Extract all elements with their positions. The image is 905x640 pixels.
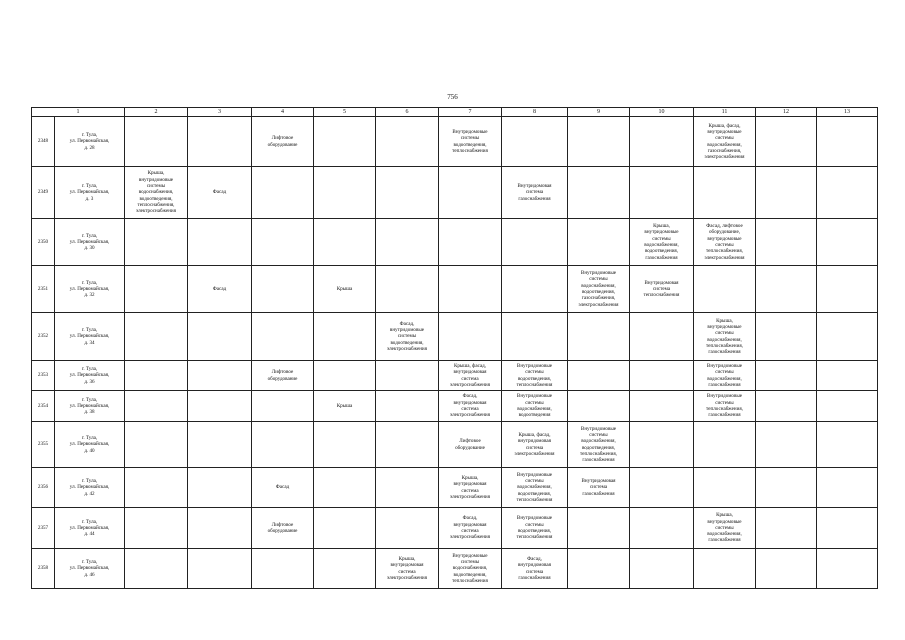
table-row <box>32 391 878 422</box>
table-cell <box>252 266 314 313</box>
table-cell <box>756 219 817 266</box>
table-cell <box>502 266 568 313</box>
table-cell <box>630 468 694 508</box>
table-cell <box>630 117 694 167</box>
table-cell <box>439 361 502 391</box>
table-cell <box>314 313 376 361</box>
row-number-cell <box>32 508 55 549</box>
row-number-cell <box>32 313 55 361</box>
address-cell <box>55 117 125 167</box>
table-cell <box>439 313 502 361</box>
table-cell <box>125 361 188 391</box>
row-number-cell <box>32 361 55 391</box>
cell-text: Внутридомовые системы водоснабжения, водоотведения <box>516 393 553 419</box>
table-cell <box>756 549 817 589</box>
table-row <box>32 549 878 589</box>
table-cell <box>188 219 252 266</box>
address-cell <box>55 549 125 589</box>
table-cell <box>694 361 756 391</box>
row-number-cell <box>32 422 55 468</box>
table-cell <box>376 313 439 361</box>
table-cell <box>439 508 502 549</box>
cell-text: Внутридомовые системы водоснабжения, газоснабжения <box>706 362 743 388</box>
table-cell <box>314 422 376 468</box>
table-row <box>32 167 878 219</box>
table-cell <box>125 167 188 219</box>
column-header: 2 <box>125 108 188 117</box>
cell-text: Крыша, внутридомовая система электроснабжения <box>449 474 491 500</box>
cell-text: 2356 <box>37 484 49 491</box>
table-cell <box>502 361 568 391</box>
table-cell <box>568 391 630 422</box>
address-cell <box>55 219 125 266</box>
table-cell <box>756 117 817 167</box>
table-cell <box>756 313 817 361</box>
cell-text: г. Тула, ул. Первомайская, д. 40 <box>69 435 110 454</box>
table-cell <box>125 422 188 468</box>
table-cell <box>817 549 878 589</box>
address-cell <box>55 266 125 313</box>
cell-text: 2348 <box>37 138 49 145</box>
table-cell <box>756 266 817 313</box>
table-cell <box>188 117 252 167</box>
cell-text: 2354 <box>37 402 49 409</box>
table-cell <box>630 508 694 549</box>
table-cell <box>630 422 694 468</box>
table-row <box>32 266 878 313</box>
row-number-cell <box>32 117 55 167</box>
table-cell <box>252 219 314 266</box>
column-header: 12 <box>756 108 817 117</box>
cell-text: Лифтовое оборудование <box>267 369 298 382</box>
column-header: 10 <box>630 108 694 117</box>
table-cell <box>756 361 817 391</box>
table-cell <box>314 167 376 219</box>
cell-text: Крыша, внутридомовые системы водоснабжения, водоотведения, газоснабжения <box>644 223 679 261</box>
table-cell <box>314 508 376 549</box>
table-row <box>32 468 878 508</box>
table-row <box>32 361 878 391</box>
cell-text: 2350 <box>37 238 49 245</box>
cell-text: Лифтовое оборудование <box>455 438 485 451</box>
table-cell <box>125 219 188 266</box>
table-cell <box>188 508 252 549</box>
address-cell <box>55 361 125 391</box>
table-cell <box>252 508 314 549</box>
cell-text: Крыша, фасад, внутридомовая система электроснабжения <box>449 362 491 388</box>
column-header: 4 <box>252 108 314 117</box>
table-cell <box>125 468 188 508</box>
address-cell <box>55 167 125 219</box>
cell-text: г. Тула, ул. Первомайская, д. 3 <box>69 183 110 202</box>
row-number-cell <box>32 266 55 313</box>
row-number-cell <box>32 219 55 266</box>
cell-text: Внутридомовые системы водоснабжения, водоотведения, теплоснабжения, газоснабжения <box>580 425 617 464</box>
table-cell <box>694 391 756 422</box>
table-cell <box>439 266 502 313</box>
table-cell <box>376 468 439 508</box>
table-cell <box>630 167 694 219</box>
table-cell <box>502 422 568 468</box>
cell-text: г. Тула, ул. Первомайская, д. 30 <box>69 232 110 252</box>
table-cell <box>568 468 630 508</box>
table-cell <box>439 468 502 508</box>
cell-text: Внутридомовая система теплоснабжения <box>643 279 680 299</box>
table-cell <box>694 422 756 468</box>
table-cell <box>694 508 756 549</box>
table-cell <box>694 117 756 167</box>
table-cell <box>568 549 630 589</box>
table-cell <box>314 117 376 167</box>
cell-text: Внутридомовые системы водоотведения, теплоснабжения <box>516 515 553 541</box>
table-cell <box>568 422 630 468</box>
table-cell <box>568 313 630 361</box>
cell-text: Крыша, внутридомовые системы водоснабжения, водоотведения, теплоснабжения, электроснабжения <box>135 170 177 215</box>
table-cell <box>502 219 568 266</box>
row-number-cell <box>32 167 55 219</box>
table-cell <box>439 391 502 422</box>
table-cell <box>756 508 817 549</box>
table-cell <box>502 117 568 167</box>
table-cell <box>630 391 694 422</box>
table-cell <box>568 117 630 167</box>
address-cell <box>55 391 125 422</box>
table-cell <box>568 167 630 219</box>
table-cell <box>756 422 817 468</box>
cell-text: Фасад <box>212 189 227 196</box>
table-cell <box>314 391 376 422</box>
repair-schedule-table <box>31 107 878 589</box>
table-cell <box>314 361 376 391</box>
cell-text: Фасад <box>212 285 227 292</box>
cell-text: Внутридомовые системы водоснабжения, водоотведения, теплоснабжения <box>452 552 488 584</box>
table-cell <box>568 219 630 266</box>
cell-text: 2352 <box>37 333 49 340</box>
cell-text: г. Тула, ул. Первомайская, д. 38 <box>69 396 110 416</box>
column-header: 5 <box>314 108 376 117</box>
table-row <box>32 508 878 549</box>
table-row <box>32 313 878 361</box>
table-cell <box>502 167 568 219</box>
column-header: 3 <box>188 108 252 117</box>
column-header: 13 <box>817 108 878 117</box>
cell-text: г. Тула, ул. Первомайская, д. 46 <box>69 559 110 578</box>
table-cell <box>817 508 878 549</box>
table-cell <box>630 313 694 361</box>
table-cell <box>376 361 439 391</box>
table-cell <box>252 549 314 589</box>
table-cell <box>376 422 439 468</box>
table-cell <box>376 549 439 589</box>
cell-text: Внутридомовая система газоснабжения <box>581 478 616 497</box>
table-cell <box>252 313 314 361</box>
table-cell <box>252 361 314 391</box>
cell-text: Крыша, внутридомовые системы водоснабжения, газоснабжения <box>707 512 742 544</box>
cell-text: Внутридомовые системы теплоснабжения, газоснабжения <box>706 393 743 419</box>
table-cell <box>314 468 376 508</box>
cell-text: 2353 <box>37 372 49 379</box>
table-cell <box>630 361 694 391</box>
table-cell <box>188 391 252 422</box>
table-cell <box>125 117 188 167</box>
table-cell <box>817 361 878 391</box>
table-cell <box>376 266 439 313</box>
address-cell <box>55 508 125 549</box>
cell-text: Крыша, внутридомовая система электроснабжения <box>386 555 428 581</box>
column-header: 6 <box>376 108 439 117</box>
cell-text: Внутридомовая система газоснабжения <box>517 183 552 202</box>
table-cell <box>252 117 314 167</box>
table-cell <box>376 167 439 219</box>
page-number: 756 <box>447 93 458 101</box>
table-cell <box>817 391 878 422</box>
column-header: 1 <box>32 108 125 117</box>
table-cell <box>502 391 568 422</box>
cell-text: Фасад, внутридомовая система газоснабжения <box>518 555 551 581</box>
table-cell <box>314 219 376 266</box>
cell-text: 2351 <box>37 285 49 292</box>
cell-text: Внутридомовые системы водоснабжения, водоотведения, теплоснабжения <box>516 471 553 503</box>
table-cell <box>502 468 568 508</box>
cell-text: Крыша, фасад, внутридомовая система электроснабжения <box>514 431 555 457</box>
row-number-cell <box>32 391 55 422</box>
table-cell <box>125 313 188 361</box>
table-cell <box>756 468 817 508</box>
table-cell <box>630 266 694 313</box>
table-cell <box>125 508 188 549</box>
table-cell <box>694 313 756 361</box>
table-cell <box>502 313 568 361</box>
table-cell <box>694 468 756 508</box>
table-cell <box>314 549 376 589</box>
table-row <box>32 219 878 266</box>
table-cell <box>817 422 878 468</box>
table-cell <box>188 313 252 361</box>
cell-text: 2355 <box>37 441 49 448</box>
cell-text: Крыша <box>336 285 353 292</box>
table-cell <box>817 117 878 167</box>
cell-text: Крыша, внутридомовые системы водоснабжения, теплоснабжения, газоснабжения <box>706 317 743 356</box>
table-cell <box>188 167 252 219</box>
cell-text: Лифтовое оборудование <box>267 135 298 148</box>
row-number-cell <box>32 468 55 508</box>
cell-text: Лифтовое оборудование <box>267 521 298 534</box>
cell-text: Внутридомовые системы водоотведения, теплоснабжения <box>452 128 488 154</box>
table-row <box>32 117 878 167</box>
column-header: 7 <box>439 108 502 117</box>
address-cell <box>55 313 125 361</box>
column-header: 9 <box>568 108 630 117</box>
cell-text: 2349 <box>37 189 49 196</box>
cell-text: г. Тула, ул. Первомайская, д. 32 <box>69 279 110 299</box>
table-cell <box>694 549 756 589</box>
cell-text: г. Тула, ул. Первомайская, д. 34 <box>69 327 110 346</box>
cell-text: Фасад, внутридомовая система электроснабжения <box>449 393 491 419</box>
cell-text: 2358 <box>37 565 49 572</box>
table-cell <box>376 117 439 167</box>
table-cell <box>314 266 376 313</box>
cell-text: 2357 <box>37 524 49 531</box>
table-cell <box>439 117 502 167</box>
table-cell <box>502 549 568 589</box>
table-cell <box>568 508 630 549</box>
table-cell <box>252 468 314 508</box>
address-cell <box>55 468 125 508</box>
table-cell <box>188 549 252 589</box>
table-cell <box>817 468 878 508</box>
cell-text: Фасад, внутридомовая система электроснабжения <box>449 515 491 541</box>
table-cell <box>817 219 878 266</box>
cell-text: Фасад, внутридомовые системы водоотведения, электроснабжения <box>386 320 428 352</box>
cell-text: Крыша <box>336 402 353 409</box>
column-header: 11 <box>694 108 756 117</box>
table-cell <box>252 422 314 468</box>
table-cell <box>502 508 568 549</box>
row-number-cell <box>32 549 55 589</box>
table-cell <box>376 508 439 549</box>
table-cell <box>756 391 817 422</box>
cell-text: Фасад <box>275 484 290 491</box>
table-cell <box>630 219 694 266</box>
table-cell <box>694 219 756 266</box>
cell-text: Внутридомовые системы водоотведения, теплоснабжения <box>516 362 553 388</box>
table-cell <box>439 167 502 219</box>
table-cell <box>817 313 878 361</box>
table-cell <box>188 422 252 468</box>
table-cell <box>439 219 502 266</box>
table-cell <box>817 167 878 219</box>
table-cell <box>439 422 502 468</box>
column-header: 8 <box>502 108 568 117</box>
table-cell <box>125 391 188 422</box>
table-cell <box>188 266 252 313</box>
cell-text: г. Тула, ул. Первомайская, д. 44 <box>69 518 110 538</box>
table-cell <box>568 361 630 391</box>
table-cell <box>630 549 694 589</box>
address-cell <box>55 422 125 468</box>
cell-text: г. Тула, ул. Первомайская, д. 42 <box>69 478 110 497</box>
table-cell <box>568 266 630 313</box>
table-cell <box>125 266 188 313</box>
cell-text: Крыша, фасад, внутридомовые системы водоснабжения, газоснабжения, электроснабжения <box>704 122 745 161</box>
cell-text: Фасад, лифтовое оборудование, внутридомовые системы теплоснабжения, электроснабжения <box>704 223 745 261</box>
table-cell <box>376 219 439 266</box>
table-cell <box>252 167 314 219</box>
table-cell <box>439 549 502 589</box>
header-row <box>32 108 878 117</box>
table-cell <box>125 549 188 589</box>
cell-text: г. Тула, ул. Первомайская, д. 28 <box>69 132 110 151</box>
table-cell <box>694 167 756 219</box>
table-cell <box>817 266 878 313</box>
table-cell <box>694 266 756 313</box>
cell-text: г. Тула, ул. Первомайская, д. 36 <box>69 366 110 385</box>
table-cell <box>756 167 817 219</box>
table-row <box>32 422 878 468</box>
table-cell <box>188 361 252 391</box>
table-cell <box>376 391 439 422</box>
table-cell <box>188 468 252 508</box>
cell-text: Внутридомовые системы водоснабжения, водоотведения, газоснабжения, электроснабжения <box>578 270 619 308</box>
table-cell <box>252 391 314 422</box>
